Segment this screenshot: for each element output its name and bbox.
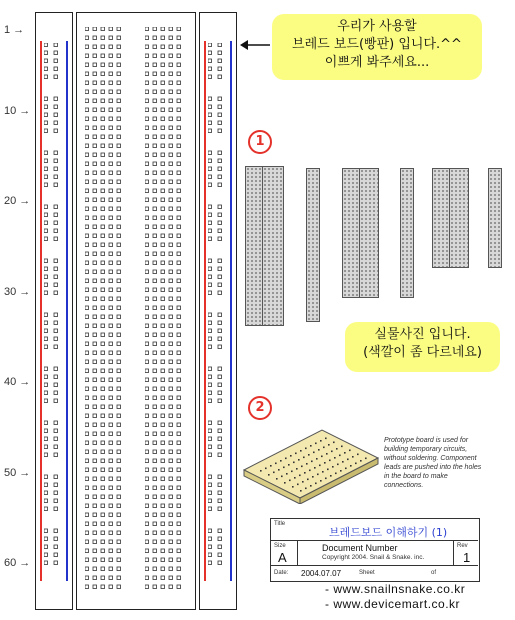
of-label: of <box>431 570 437 576</box>
breadboard-photo-strip <box>449 168 469 268</box>
url-devicemart: - www.devicemart.co.kr <box>325 597 461 611</box>
right-red-rail-line <box>204 41 206 581</box>
left-rail-holes <box>44 43 64 583</box>
right-blue-rail-line <box>230 41 232 581</box>
row-label-20: 20 → <box>4 195 31 207</box>
rev-cell <box>454 541 478 566</box>
callout-intro-line1: 우리가 사용할 <box>337 19 417 34</box>
callout-breadboard-intro <box>272 14 482 80</box>
main-terminal-strip-panel <box>76 12 196 610</box>
breadboard-photo-strip <box>400 168 414 298</box>
callout-photo-line1: 실물사진 입니다. <box>374 327 471 342</box>
right-power-rail-panel <box>199 12 237 610</box>
size-label: Size <box>274 543 286 549</box>
right-rail-holes <box>208 43 228 583</box>
terminal-holes-left <box>85 27 125 597</box>
callout-intro-line2: 브레드 보드(빵판) 입니다.^^ <box>292 37 462 52</box>
row-label-1: 1 → <box>4 24 25 36</box>
row-label-10: 10 → <box>4 105 31 117</box>
document-title: 브레드보드 이해하기 (1) <box>329 526 448 539</box>
callout-real-photo <box>345 322 500 372</box>
rev-label: Rev <box>457 543 468 549</box>
left-blue-rail-line <box>66 41 68 581</box>
size-cell <box>271 541 298 566</box>
row-label-30: 30 → <box>4 286 31 298</box>
breadboard-photo-strip <box>488 168 502 268</box>
left-arrow-icon <box>240 38 272 52</box>
breadboard-photo-strip <box>306 168 320 322</box>
prototype-board-illustration <box>240 418 382 504</box>
callout-photo-line2: (색깔이 좀 다르네요) <box>363 345 482 360</box>
document-number-label: Document Number <box>322 543 398 553</box>
row-label-60: 60 → <box>4 557 31 569</box>
prototype-board-note: Prototype board is used for building temporary circuits, without soldering. Component leads are pushed into the holes in the board to make connections. <box>384 437 482 489</box>
breadboard-photo-strip <box>262 166 284 326</box>
rev-value: 1 <box>463 550 471 565</box>
row-label-50: 50 → <box>4 467 31 479</box>
title-row <box>271 519 478 541</box>
left-red-rail-line <box>40 41 42 581</box>
row-label-40: 40 → <box>4 376 31 388</box>
callout-intro-line3: 이쁘게 봐주세요... <box>324 55 430 70</box>
document-number-cell <box>298 541 454 566</box>
left-power-rail-panel <box>35 12 73 610</box>
badge-one: 1 <box>248 130 272 154</box>
title-label: Title <box>274 521 286 527</box>
date-row <box>271 567 478 580</box>
size-value: A <box>278 550 287 565</box>
copyright-text: Copyright 2004. Snail & Snake. inc. <box>322 554 425 561</box>
badge-two: 2 <box>248 396 272 420</box>
terminal-holes-right <box>145 27 185 597</box>
sheet-label: Sheet <box>359 570 375 576</box>
breadboard-photo-strip <box>359 168 379 298</box>
url-snailnsnake: - www.snailnsnake.co.kr <box>325 582 466 596</box>
date-value: 2004.07.07 <box>301 569 342 578</box>
date-label: Date: <box>274 570 289 576</box>
title-block <box>270 518 480 582</box>
